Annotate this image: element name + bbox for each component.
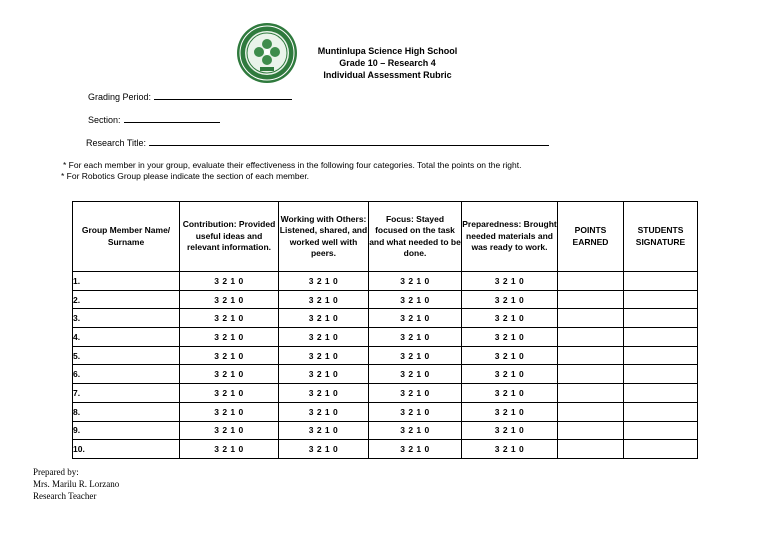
section-blank[interactable]	[124, 113, 220, 123]
score-working-with-others[interactable]: 3 2 1 0	[279, 309, 369, 328]
score-focus[interactable]: 3 2 1 0	[369, 384, 462, 403]
points-earned-cell[interactable]	[558, 402, 624, 421]
header-contribution: Contribution: Provided useful ideas and relevant information.	[180, 202, 279, 272]
table-row	[73, 421, 698, 440]
points-earned-cell[interactable]	[558, 384, 624, 403]
table-row	[73, 309, 698, 328]
points-earned-cell[interactable]	[558, 309, 624, 328]
rubric-title: Individual Assessment Rubric	[323, 70, 452, 80]
score-preparedness[interactable]: 3 2 1 0	[462, 402, 558, 421]
score-preparedness[interactable]: 3 2 1 0	[462, 421, 558, 440]
grading-period-label: Grading Period:	[88, 92, 152, 102]
signature-cell[interactable]	[624, 384, 698, 403]
section-field	[88, 113, 220, 126]
score-focus[interactable]: 3 2 1 0	[369, 402, 462, 421]
member-number[interactable]: 5.	[73, 346, 180, 365]
signature-cell[interactable]	[624, 328, 698, 347]
score-preparedness[interactable]: 3 2 1 0	[462, 440, 558, 459]
header-focus: Focus: Stayed focused on the task and what needed to be done.	[369, 202, 462, 272]
instruction-note-1: * For each member in your group, evaluate their effectiveness in the following four categories. Total the points on the right.	[63, 160, 522, 170]
member-number[interactable]: 7.	[73, 384, 180, 403]
score-focus[interactable]: 3 2 1 0	[369, 290, 462, 309]
document-header	[305, 45, 470, 81]
score-preparedness[interactable]: 3 2 1 0	[462, 365, 558, 384]
points-earned-cell[interactable]	[558, 440, 624, 459]
member-number[interactable]: 6.	[73, 365, 180, 384]
points-earned-cell[interactable]	[558, 328, 624, 347]
score-working-with-others[interactable]: 3 2 1 0	[279, 272, 369, 291]
rubric-table	[72, 201, 698, 459]
score-contribution[interactable]: 3 2 1 0	[180, 402, 279, 421]
table-row	[73, 365, 698, 384]
table-row	[73, 440, 698, 459]
score-focus[interactable]: 3 2 1 0	[369, 440, 462, 459]
points-earned-cell[interactable]	[558, 272, 624, 291]
score-focus[interactable]: 3 2 1 0	[369, 272, 462, 291]
score-focus[interactable]: 3 2 1 0	[369, 365, 462, 384]
table-row	[73, 290, 698, 309]
section-label: Section:	[88, 115, 121, 125]
score-contribution[interactable]: 3 2 1 0	[180, 272, 279, 291]
points-earned-cell[interactable]	[558, 346, 624, 365]
teacher-role: Research Teacher	[33, 491, 97, 501]
member-number[interactable]: 8.	[73, 402, 180, 421]
score-focus[interactable]: 3 2 1 0	[369, 421, 462, 440]
score-focus[interactable]: 3 2 1 0	[369, 346, 462, 365]
score-contribution[interactable]: 3 2 1 0	[180, 309, 279, 328]
signature-cell[interactable]	[624, 402, 698, 421]
signature-cell[interactable]	[624, 346, 698, 365]
score-contribution[interactable]: 3 2 1 0	[180, 365, 279, 384]
points-earned-cell[interactable]	[558, 290, 624, 309]
research-title-field	[86, 136, 549, 149]
points-earned-cell[interactable]	[558, 421, 624, 440]
signature-cell[interactable]	[624, 309, 698, 328]
score-working-with-others[interactable]: 3 2 1 0	[279, 440, 369, 459]
points-earned-cell[interactable]	[558, 365, 624, 384]
signature-cell[interactable]	[624, 272, 698, 291]
teacher-name: Mrs. Marilu R. Lorzano	[33, 479, 120, 489]
member-number[interactable]: 2.	[73, 290, 180, 309]
score-focus[interactable]: 3 2 1 0	[369, 309, 462, 328]
score-contribution[interactable]: 3 2 1 0	[180, 346, 279, 365]
score-preparedness[interactable]: 3 2 1 0	[462, 272, 558, 291]
score-working-with-others[interactable]: 3 2 1 0	[279, 290, 369, 309]
header-working-with-others: Working with Others: Listened, shared, and worked well with peers.	[279, 202, 369, 272]
score-contribution[interactable]: 3 2 1 0	[180, 421, 279, 440]
score-preparedness[interactable]: 3 2 1 0	[462, 309, 558, 328]
score-preparedness[interactable]: 3 2 1 0	[462, 384, 558, 403]
score-working-with-others[interactable]: 3 2 1 0	[279, 402, 369, 421]
signature-cell[interactable]	[624, 365, 698, 384]
score-preparedness[interactable]: 3 2 1 0	[462, 346, 558, 365]
header-member-name: Group Member Name/ Surname	[73, 202, 180, 272]
member-number[interactable]: 1.	[73, 272, 180, 291]
grade-subject: Grade 10 – Research 4	[339, 58, 436, 68]
table-row	[73, 384, 698, 403]
signature-cell[interactable]	[624, 440, 698, 459]
header-points-earned: POINTS EARNED	[558, 202, 624, 272]
research-title-label: Research Title:	[86, 138, 147, 148]
signature-cell[interactable]	[624, 421, 698, 440]
table-header-row	[73, 202, 698, 272]
prepared-by-block	[33, 466, 119, 502]
member-number[interactable]: 9.	[73, 421, 180, 440]
score-preparedness[interactable]: 3 2 1 0	[462, 290, 558, 309]
member-number[interactable]: 4.	[73, 328, 180, 347]
grading-period-blank[interactable]	[154, 90, 292, 100]
school-seal-logo	[236, 22, 298, 84]
score-contribution[interactable]: 3 2 1 0	[180, 290, 279, 309]
table-row	[73, 346, 698, 365]
research-title-blank[interactable]	[149, 136, 549, 146]
score-working-with-others[interactable]: 3 2 1 0	[279, 328, 369, 347]
score-focus[interactable]: 3 2 1 0	[369, 328, 462, 347]
score-working-with-others[interactable]: 3 2 1 0	[279, 421, 369, 440]
score-contribution[interactable]: 3 2 1 0	[180, 440, 279, 459]
table-row	[73, 328, 698, 347]
instruction-note-2: * For Robotics Group please indicate the section of each member.	[61, 171, 310, 181]
score-working-with-others[interactable]: 3 2 1 0	[279, 365, 369, 384]
header-students-signature: STUDENTS SIGNATURE	[624, 202, 698, 272]
member-number[interactable]: 3.	[73, 309, 180, 328]
prepared-by-label: Prepared by:	[33, 467, 79, 477]
member-number[interactable]: 10.	[73, 440, 180, 459]
header-preparedness: Preparedness: Brought needed materials and was ready to work.	[462, 202, 558, 272]
grading-period-field	[88, 90, 292, 103]
school-name: Muntinlupa Science High School	[317, 46, 458, 56]
score-working-with-others[interactable]: 3 2 1 0	[279, 346, 369, 365]
score-contribution[interactable]: 3 2 1 0	[180, 328, 279, 347]
table-row	[73, 402, 698, 421]
signature-cell[interactable]	[624, 290, 698, 309]
score-contribution[interactable]: 3 2 1 0	[180, 384, 279, 403]
score-preparedness[interactable]: 3 2 1 0	[462, 328, 558, 347]
table-row	[73, 272, 698, 291]
score-working-with-others[interactable]: 3 2 1 0	[279, 384, 369, 403]
